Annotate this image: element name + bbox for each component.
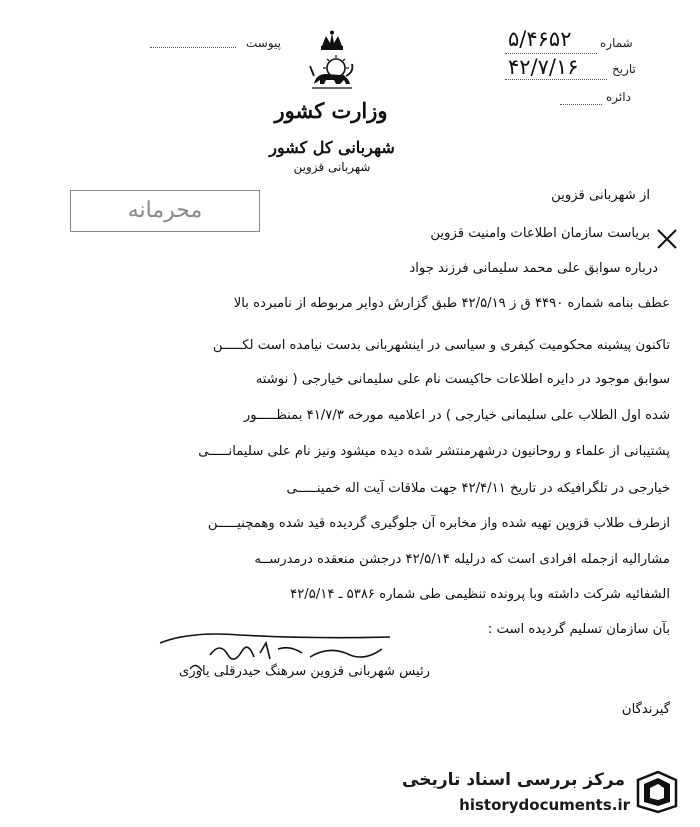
cross-mark-icon [656,228,678,250]
confidential-stamp: محرمانه [70,190,260,232]
date-label: تاریخ [612,62,636,76]
body-line-2: تاکنون پیشینه محکومیت کیفری و سیاسی در اینشهربانی بدست نیامده است لکـــــن [212,338,670,353]
number-value: ۵/۴۶۵۲ [508,27,572,51]
signature-block: رئیس شهربانی قزوین سرهنگ حیدرقلی یاوری [178,664,430,679]
department-dots [560,103,602,105]
date-value: ۴۲/۷/۱۶ [508,55,579,79]
attachment-label: پیوست [246,36,281,50]
number-label: شماره [600,36,633,50]
letter-subject: درباره سوابق علی محمد سلیمانی فرزند جواد [409,261,658,276]
body-line-6: خیارجی در تلگرافیکه در تاریخ ۴۲/۴/۱۱ جهت ملاقات آیت اله خمینـــــی [286,481,670,496]
body-line-4: شده اول الطلاب علی سلیمانی خیارجی ) در اعلامیه مورخه ۴۱/۷/۳ بمنظـــــور [243,408,670,423]
watermark-title: مرکز بررسی اسناد تاریخی [402,770,625,790]
recipients-label: گیرندگان [621,702,670,717]
body-line-8: مشارالیه ازجمله افرادی است که درلیله ۴۲/۵/۱۴ درجشن منعقده درمدرســه [254,552,670,567]
body-line-7: ازطرف طلاب قزوین تهیه شده واز مخابره آن جلوگیری گردیده قید شده وهمچنیـــــن [207,516,670,531]
letter-to: بریاست سازمان اطلاعات وامنیت قزوین [430,226,650,241]
archive-logo-icon [632,766,682,816]
letter-from: از شهربانی قزوین [551,188,650,203]
body-line-1: عطف بنامه شماره ۴۴۹۰ ق ز ۴۲/۵/۱۹ طبق گزارش دوایر مربوطه از نامبرده بالا [233,296,670,311]
lion-and-sun-emblem-icon [306,30,358,92]
office-title: شهربانی کل کشور [269,138,395,157]
watermark-url: historydocuments.ir [459,796,630,814]
body-line-9: الشفائیه شرکت داشته وبا پرونده تنظیمی طی شماره ۵۳۸۶ ـ ۴۲/۵/۱۴ [290,587,670,602]
body-line-3: سوابق موجود در دایره اطلاعات حاکیست نام علی سلیمانی خیارجی ( نوشته [255,372,670,387]
department-label: دائره [606,90,631,104]
body-line-5: پشتیبانی از علماء و روحانیون درشهرمنتشر شده دیده میشود ونیز نام علی سلیمانـــــی [198,444,670,459]
body-line-10: بآن سازمان تسلیم گردیده است : [487,622,670,637]
ministry-title: وزارت کشور [274,98,388,123]
attachment-dots [150,46,236,48]
number-dots [505,52,597,54]
sub-office-title: شهربانی قزوین [293,160,371,174]
date-dots [505,78,607,80]
